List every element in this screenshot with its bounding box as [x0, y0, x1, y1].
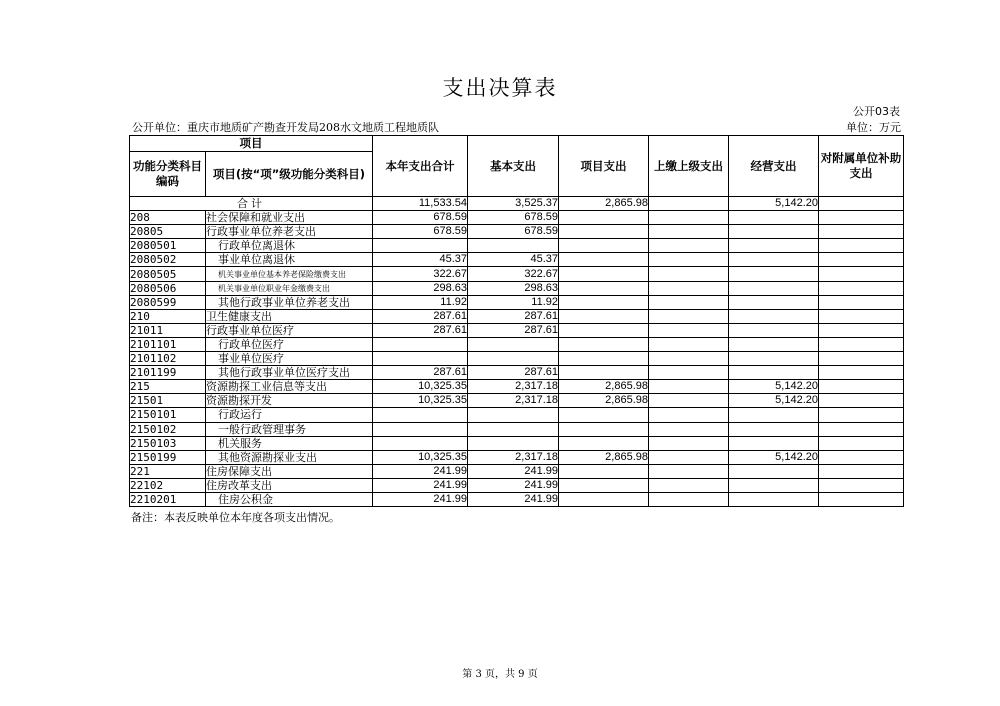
business-cell: 5,142.20: [729, 380, 819, 394]
upper-cell: [649, 422, 729, 436]
name-cell: 机关服务: [206, 436, 373, 450]
name-cell: 其他行政事业单位养老支出: [206, 295, 373, 309]
name-cell: 其他资源勘探业支出: [206, 450, 373, 464]
table-row: [130, 436, 904, 450]
code-cell: 2080599: [130, 295, 206, 309]
name-cell: 卫生健康支出: [206, 309, 373, 323]
total-cell: [373, 239, 468, 253]
project-cell: [559, 225, 649, 239]
code-cell: 2080502: [130, 253, 206, 267]
table-row: [130, 394, 904, 408]
upper-cell: [649, 337, 729, 351]
table-row: [130, 478, 904, 492]
page-title: 支出决算表: [442, 76, 558, 100]
project-cell: [559, 267, 649, 281]
subsidiary-cell: [819, 422, 904, 436]
business-cell: [729, 337, 819, 351]
name-cell: 住房公积金: [206, 492, 373, 506]
business-cell: [729, 309, 819, 323]
total-cell: 10,325.35: [373, 380, 468, 394]
business-cell: [729, 267, 819, 281]
code-cell: 2080505: [130, 267, 206, 281]
project-cell: [559, 281, 649, 295]
total-cell: 678.59: [373, 225, 468, 239]
total-cell: 241.99: [373, 464, 468, 478]
upper-cell: [649, 408, 729, 422]
table-row: [130, 464, 904, 478]
project-cell: [559, 436, 649, 450]
business-cell: 5,142.20: [729, 197, 819, 211]
subsidiary-cell: [819, 281, 904, 295]
code-cell: 2101199: [130, 366, 206, 380]
project-cell: [559, 422, 649, 436]
code-cell: 22102: [130, 478, 206, 492]
name-cell: 行政运行: [206, 408, 373, 422]
name-cell: 社会保障和就业支出: [206, 211, 373, 225]
project-cell: [559, 408, 649, 422]
subsidiary-cell: [819, 323, 904, 337]
business-cell: [729, 253, 819, 267]
code-cell: 21501: [130, 394, 206, 408]
table-row: [130, 211, 904, 225]
name-cell: 机关事业单位基本养老保险缴费支出: [206, 267, 373, 281]
table-row: [130, 323, 904, 337]
basic-cell: [468, 436, 559, 450]
project-cell: [559, 295, 649, 309]
basic-cell: 322.67: [468, 267, 559, 281]
subsidiary-cell: [819, 295, 904, 309]
upper-cell: [649, 436, 729, 450]
table-row: [130, 267, 904, 281]
basic-cell: 2,317.18: [468, 450, 559, 464]
project-cell: [559, 366, 649, 380]
code-cell: 208: [130, 211, 206, 225]
subsidiary-cell: [819, 309, 904, 323]
basic-cell: [468, 408, 559, 422]
name-cell: 住房改革支出: [206, 478, 373, 492]
subsidiary-cell: [819, 239, 904, 253]
basic-cell: [468, 422, 559, 436]
project-cell: [559, 211, 649, 225]
header-name: 项目(按“项”级功能分类科目): [206, 152, 373, 197]
name-cell: 事业单位离退休: [206, 253, 373, 267]
code-cell: 2150199: [130, 450, 206, 464]
total-cell: 287.61: [373, 366, 468, 380]
table-row: [130, 380, 904, 394]
subsidiary-cell: [819, 366, 904, 380]
code-cell: 2101102: [130, 352, 206, 366]
basic-cell: 287.61: [468, 309, 559, 323]
total-cell: 287.61: [373, 309, 468, 323]
total-cell: [373, 337, 468, 351]
project-cell: [559, 352, 649, 366]
upper-cell: [649, 394, 729, 408]
subsidiary-cell: [819, 492, 904, 506]
project-cell: [559, 309, 649, 323]
subsidiary-cell: [819, 408, 904, 422]
subsidiary-cell: [819, 267, 904, 281]
business-cell: [729, 323, 819, 337]
basic-cell: 241.99: [468, 478, 559, 492]
basic-cell: 241.99: [468, 464, 559, 478]
header-business: 经营支出: [729, 136, 819, 197]
total-label: 合计: [130, 197, 373, 211]
name-cell: 机关事业单位职业年金缴费支出: [206, 281, 373, 295]
page-footer: 第 3 页，共 9 页: [462, 669, 538, 680]
project-cell: 2,865.98: [559, 394, 649, 408]
table-row: [130, 239, 904, 253]
code-cell: 221: [130, 464, 206, 478]
code-cell: 2150102: [130, 422, 206, 436]
project-cell: [559, 323, 649, 337]
project-cell: [559, 253, 649, 267]
total-cell: 298.63: [373, 281, 468, 295]
basic-cell: 3,525.37: [468, 197, 559, 211]
business-cell: [729, 366, 819, 380]
business-cell: [729, 436, 819, 450]
basic-cell: 287.61: [468, 323, 559, 337]
name-cell: 资源勘探工业信息等支出: [206, 380, 373, 394]
table-row: [130, 295, 904, 309]
code-cell: 21011: [130, 323, 206, 337]
project-cell: 2,865.98: [559, 450, 649, 464]
total-cell: 11,533.54: [373, 197, 468, 211]
upper-cell: [649, 253, 729, 267]
basic-cell: 287.61: [468, 366, 559, 380]
name-cell: 住房保障支出: [206, 464, 373, 478]
name-cell: 行政事业单位医疗: [206, 323, 373, 337]
total-cell: 10,325.35: [373, 450, 468, 464]
header-code: 功能分类科目编码: [130, 152, 206, 197]
code-cell: 2080506: [130, 281, 206, 295]
code-cell: 210: [130, 309, 206, 323]
table-row: [130, 225, 904, 239]
note: 备注：本表反映单位本年度各项支出情况。: [131, 511, 340, 524]
subsidiary-cell: [819, 478, 904, 492]
total-cell: 241.99: [373, 492, 468, 506]
project-cell: [559, 492, 649, 506]
business-cell: [729, 352, 819, 366]
business-cell: [729, 408, 819, 422]
business-cell: [729, 422, 819, 436]
project-cell: [559, 239, 649, 253]
subsidiary-cell: [819, 380, 904, 394]
total-cell: [373, 436, 468, 450]
total-cell: 45.37: [373, 253, 468, 267]
name-cell: 事业单位医疗: [206, 352, 373, 366]
name-cell: 其他行政事业单位医疗支出: [206, 366, 373, 380]
org-label: 公开单位：重庆市地质矿产勘查开发局208水文地质工程地质队: [132, 121, 439, 134]
upper-cell: [649, 380, 729, 394]
business-cell: [729, 295, 819, 309]
unit-label: 单位：万元: [846, 121, 901, 134]
total-cell: 322.67: [373, 267, 468, 281]
code-cell: 2150101: [130, 408, 206, 422]
table-row: [130, 422, 904, 436]
upper-cell: [649, 492, 729, 506]
subsidiary-cell: [819, 225, 904, 239]
table-row: [130, 450, 904, 464]
total-cell: [373, 422, 468, 436]
total-cell: [373, 352, 468, 366]
basic-cell: [468, 239, 559, 253]
total-cell: 678.59: [373, 211, 468, 225]
upper-cell: [649, 267, 729, 281]
upper-cell: [649, 239, 729, 253]
business-cell: [729, 464, 819, 478]
name-cell: 行政单位离退休: [206, 239, 373, 253]
expenditure-table: [129, 135, 904, 507]
header-project: 项目支出: [559, 136, 649, 197]
basic-cell: 298.63: [468, 281, 559, 295]
upper-cell: [649, 281, 729, 295]
total-row: [130, 197, 904, 211]
form-code: 公开03表: [853, 105, 900, 118]
table-row: [130, 408, 904, 422]
upper-cell: [649, 211, 729, 225]
upper-cell: [649, 352, 729, 366]
total-cell: 11.92: [373, 295, 468, 309]
subsidiary-cell: [819, 394, 904, 408]
name-cell: 资源勘探开发: [206, 394, 373, 408]
project-cell: [559, 337, 649, 351]
basic-cell: 678.59: [468, 225, 559, 239]
table-row: [130, 366, 904, 380]
total-cell: 10,325.35: [373, 394, 468, 408]
name-cell: 行政单位医疗: [206, 337, 373, 351]
basic-cell: [468, 337, 559, 351]
upper-cell: [649, 464, 729, 478]
business-cell: [729, 239, 819, 253]
code-cell: 2210201: [130, 492, 206, 506]
total-cell: 287.61: [373, 323, 468, 337]
business-cell: 5,142.20: [729, 394, 819, 408]
subsidiary-cell: [819, 352, 904, 366]
code-cell: 20805: [130, 225, 206, 239]
business-cell: [729, 211, 819, 225]
total-cell: [373, 408, 468, 422]
code-cell: 2080501: [130, 239, 206, 253]
header-item-group: 项目: [130, 136, 373, 152]
business-cell: [729, 492, 819, 506]
header-subsidiary: 对附属单位补助支出: [819, 136, 904, 197]
table-row: [130, 352, 904, 366]
subsidiary-cell: [819, 211, 904, 225]
basic-cell: 45.37: [468, 253, 559, 267]
table-body: [130, 197, 904, 507]
code-cell: 215: [130, 380, 206, 394]
business-cell: 5,142.20: [729, 450, 819, 464]
table-row: [130, 309, 904, 323]
upper-cell: [649, 225, 729, 239]
basic-cell: 2,317.18: [468, 380, 559, 394]
project-cell: 2,865.98: [559, 380, 649, 394]
table-row: [130, 337, 904, 351]
basic-cell: 241.99: [468, 492, 559, 506]
subsidiary-cell: [819, 450, 904, 464]
subsidiary-cell: [819, 253, 904, 267]
header-basic: 基本支出: [468, 136, 559, 197]
business-cell: [729, 478, 819, 492]
code-cell: 2150103: [130, 436, 206, 450]
basic-cell: [468, 352, 559, 366]
upper-cell: [649, 323, 729, 337]
subsidiary-cell: [819, 337, 904, 351]
table-row: [130, 253, 904, 267]
basic-cell: 678.59: [468, 211, 559, 225]
upper-cell: [649, 197, 729, 211]
table-row: [130, 281, 904, 295]
name-cell: 行政事业单位养老支出: [206, 225, 373, 239]
table-row: [130, 492, 904, 506]
project-cell: 2,865.98: [559, 197, 649, 211]
header-upper: 上缴上级支出: [649, 136, 729, 197]
upper-cell: [649, 366, 729, 380]
name-cell: 一般行政管理事务: [206, 422, 373, 436]
subsidiary-cell: [819, 436, 904, 450]
upper-cell: [649, 309, 729, 323]
subsidiary-cell: [819, 197, 904, 211]
business-cell: [729, 225, 819, 239]
basic-cell: 2,317.18: [468, 394, 559, 408]
project-cell: [559, 478, 649, 492]
project-cell: [559, 464, 649, 478]
business-cell: [729, 281, 819, 295]
basic-cell: 11.92: [468, 295, 559, 309]
total-cell: 241.99: [373, 478, 468, 492]
upper-cell: [649, 295, 729, 309]
header-total: 本年支出合计: [373, 136, 468, 197]
subsidiary-cell: [819, 464, 904, 478]
upper-cell: [649, 478, 729, 492]
code-cell: 2101101: [130, 337, 206, 351]
upper-cell: [649, 450, 729, 464]
